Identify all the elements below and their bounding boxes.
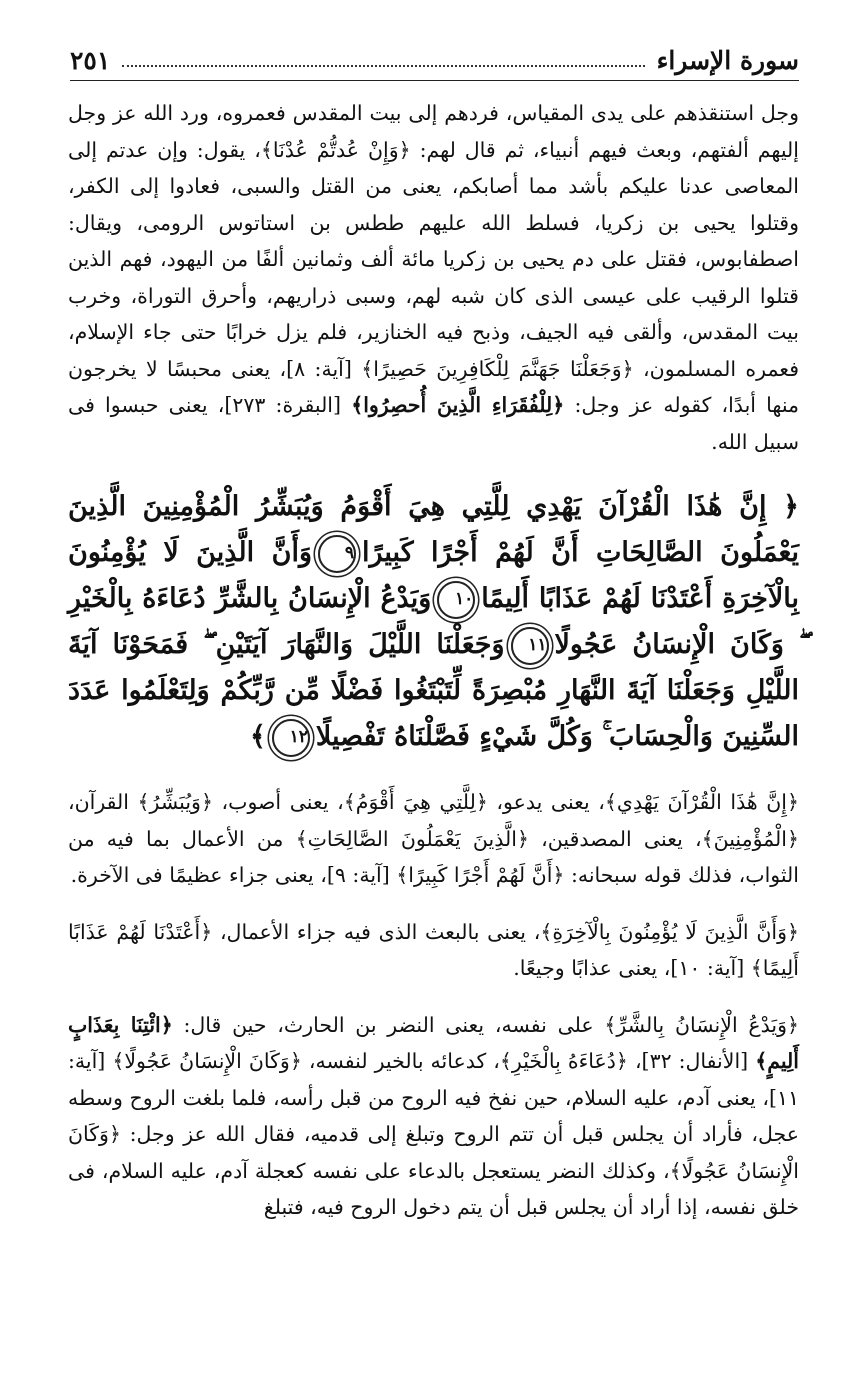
quran-quote: ﴿وَيُبَشِّرُ﴾ <box>137 790 213 814</box>
text-run: ، يعنى يدعو، <box>487 790 605 814</box>
page-header <box>70 40 799 81</box>
quran-quote: ﴿الَّذِينَ يَعْمَلُونَ الصَّالِحَاتِ﴾ <box>295 826 529 851</box>
quran-quote: ﴿وَإِنْ عُدتُّمْ عُدْنَا﴾ <box>260 137 411 162</box>
verse-close-bracket: ﴾ <box>250 721 266 752</box>
text-run: وجل استنقذهم على يدى المقياس، فردهم إلى بيت المقدس فعمروه، ورد الله عز وجل إليهم ألفتهم، وبعث فيهم أنبياء، ثم قال لهم: <box>68 101 799 162</box>
text-run: ، يعنى أصوب، <box>212 790 344 814</box>
quran-quote: ﴿وَكَانَ الْإِنسَانُ عَجُولًا﴾ <box>112 1049 302 1073</box>
verse-text: وَيَدْعُ الْإِنسَانُ بِالشَّرِّ دُعَاءَهُ بِالْخَيْرِ ۖ وَكَانَ الْإِنسَانُ عَجُولًا <box>68 583 799 660</box>
verse-text: ﴿ إِنَّ هَٰذَا الْقُرْآنَ يَهْدِي لِلَّتِي هِيَ أَقْوَمُ وَيُبَشِّرُ الْمُؤْمِنِينَ الَّذِينَ يَعْمَلُونَ الصَّالِحَاتِ أَنَّ لَهُمْ أَجْرًا كَبِيرًا <box>68 491 799 568</box>
text-run: [الأنفال: ٣٢]، <box>627 1049 756 1073</box>
commentary-paragraph-3 <box>68 914 799 987</box>
quran-quote: ﴿وَكَانَ الْإِنسَانُ عَجُولًا﴾ <box>68 1122 799 1183</box>
header-leader-dots <box>122 53 644 67</box>
commentary-paragraph-4 <box>68 1007 799 1226</box>
spacer <box>68 987 799 1007</box>
spacer <box>68 760 799 784</box>
text-run: [آية: ٩]، يعنى جزاء عظيمًا فى الآخرة. <box>70 863 397 887</box>
text-run: [البقرة: ٢٧٣]، يعنى حبسوا فى سبيل الله. <box>68 393 799 454</box>
text-run: [آية: ١٠]، يعنى عذابًا وجيعًا. <box>513 956 751 980</box>
verse-number-marker: ١٢ <box>272 719 310 757</box>
quran-quote: ﴿ائْتِنَا بِعَذَابٍ أَلِيمٍ﴾ <box>68 1012 799 1073</box>
quran-quote: ﴿لِلَّتِي هِيَ أَقْوَمُ﴾ <box>343 790 488 814</box>
quran-quote: ﴿الْمُؤْمِنِينَ﴾ <box>701 826 799 851</box>
text-run: [آية: ١١]، يعنى آدم، عليه السلام، حين نفخ فيه الروح من قبل رأسه، فلما بلغت الروح وسطه عجل، فأراد أن يجلس قبل أن تتم الروح وتبلغ إلى قدميه، فقال الله عز وجل: <box>68 1049 799 1146</box>
quran-quote: ﴿وَأَنَّ الَّذِينَ لَا يُؤْمِنُونَ بِالْآخِرَةِ﴾ <box>540 919 799 944</box>
page-number: ٢٥١ <box>70 45 111 75</box>
page-body <box>68 95 799 1361</box>
quran-verses-block <box>68 484 799 760</box>
verse-number-marker: ١٠ <box>437 581 475 619</box>
spacer <box>68 894 799 914</box>
verse-number-marker: ٩ <box>318 535 356 573</box>
surah-title: سورة الإسراء <box>656 45 799 75</box>
commentary-paragraph-2 <box>68 784 799 894</box>
quran-quote: ﴿أَنَّ لَهُمْ أَجْرًا كَبِيرًا﴾ <box>396 863 565 887</box>
text-run: ، كدعائه بالخير لنفسه، <box>301 1049 500 1073</box>
quran-quote: ﴿أَعْتَدْنَا لَهُمْ عَذَابًا أَلِيمًا﴾ <box>68 919 799 980</box>
text-run: [آية: ٨]، يعنى محبسًا لا يخرجون منها أبدًا، كقوله عز وجل: <box>68 356 800 417</box>
quran-quote: ﴿دُعَاءَهُ بِالْخَيْرِ﴾ <box>499 1049 628 1073</box>
verse-text: وَجَعَلْنَا اللَّيْلَ وَالنَّهَارَ آيَتَيْنِ ۖ فَمَحَوْنَا آيَةَ اللَّيْلِ وَجَعَلْنَا آيَةَ النَّهَارِ مُبْصِرَةً لِّتَبْتَغُوا فَضْلًا مِّن رَّبِّكُمْ وَلِتَعْلَمُوا عَدَدَ السِّنِينَ وَالْحِسَابَ ۚ وَكُلَّ شَيْءٍ فَصَّلْنَاهُ تَفْصِيلًا <box>68 629 799 752</box>
text-run: ، يعنى بالبعث الذى فيه جزاء الأعمال، <box>212 919 541 944</box>
text-run: ، يعنى المصدقين، <box>528 826 702 851</box>
quran-quote: ﴿لِلْفُقَرَاءِ الَّذِينَ أُحصِرُوا﴾ <box>351 393 565 417</box>
quran-quote: ﴿وَيَدْعُ الْإِنسَانُ بِالشَّرِّ﴾ <box>604 1012 799 1037</box>
text-run: القرآن، <box>68 790 138 814</box>
text-run: على نفسه، يعنى النضر بن الحارث، حين قال: <box>172 1012 605 1037</box>
text-run: من الأعمال بما فيه من الثواب، فذلك قوله سبحانه: <box>68 826 799 887</box>
verse-text: وَأَنَّ الَّذِينَ لَا يُؤْمِنُونَ بِالْآخِرَةِ أَعْتَدْنَا لَهُمْ عَذَابًا أَلِيمًا <box>68 537 799 614</box>
verse-number-marker: ١١ <box>511 627 549 665</box>
text-run: ، وكذلك النضر يستعجل بالدعاء على نفسه كعجلة آدم، عليه السلام، فى خلق نفسه، إذا أراد أن يجلس قبل أن يتم دخول الروح فيه، فتبلغ <box>68 1158 799 1219</box>
quran-quote: ﴿وَجَعَلْنَا جَهَنَّمَ لِلْكَافِرِينَ حَصِيرًا﴾ <box>361 356 634 381</box>
spacer <box>68 460 799 484</box>
commentary-paragraph-1 <box>68 95 799 460</box>
quran-quote: ﴿إِنَّ هَٰذَا الْقُرْآنَ يَهْدِي﴾ <box>604 790 799 814</box>
text-run: ، يقول: وإن عدتم إلى المعاصى عدنا عليكم بأشد مما أصابكم، يعنى من القتل والسبى، فعادوا إلى الكفر، وقتلوا يحيى بن زكريا، فسلط الله عليهم ططس بن استاتوس الرومى، ويقال: اصطفابوس، فقتل على دم يحيى بن زكريا مائة ألف وثمانين ألفًا من اليهود، فهم الذين قتلوا الرقيب على عيسى الذى كان شبه لهم، وسبى ذراريهم، وأحرق التوراة، وخرب بيت المقدس، وألقى فيه الجيف، وذبح فيه الخنازير، فلم يزل خرابًا حتى جاء الإسلام، فعمره المسلمون، <box>68 137 799 381</box>
